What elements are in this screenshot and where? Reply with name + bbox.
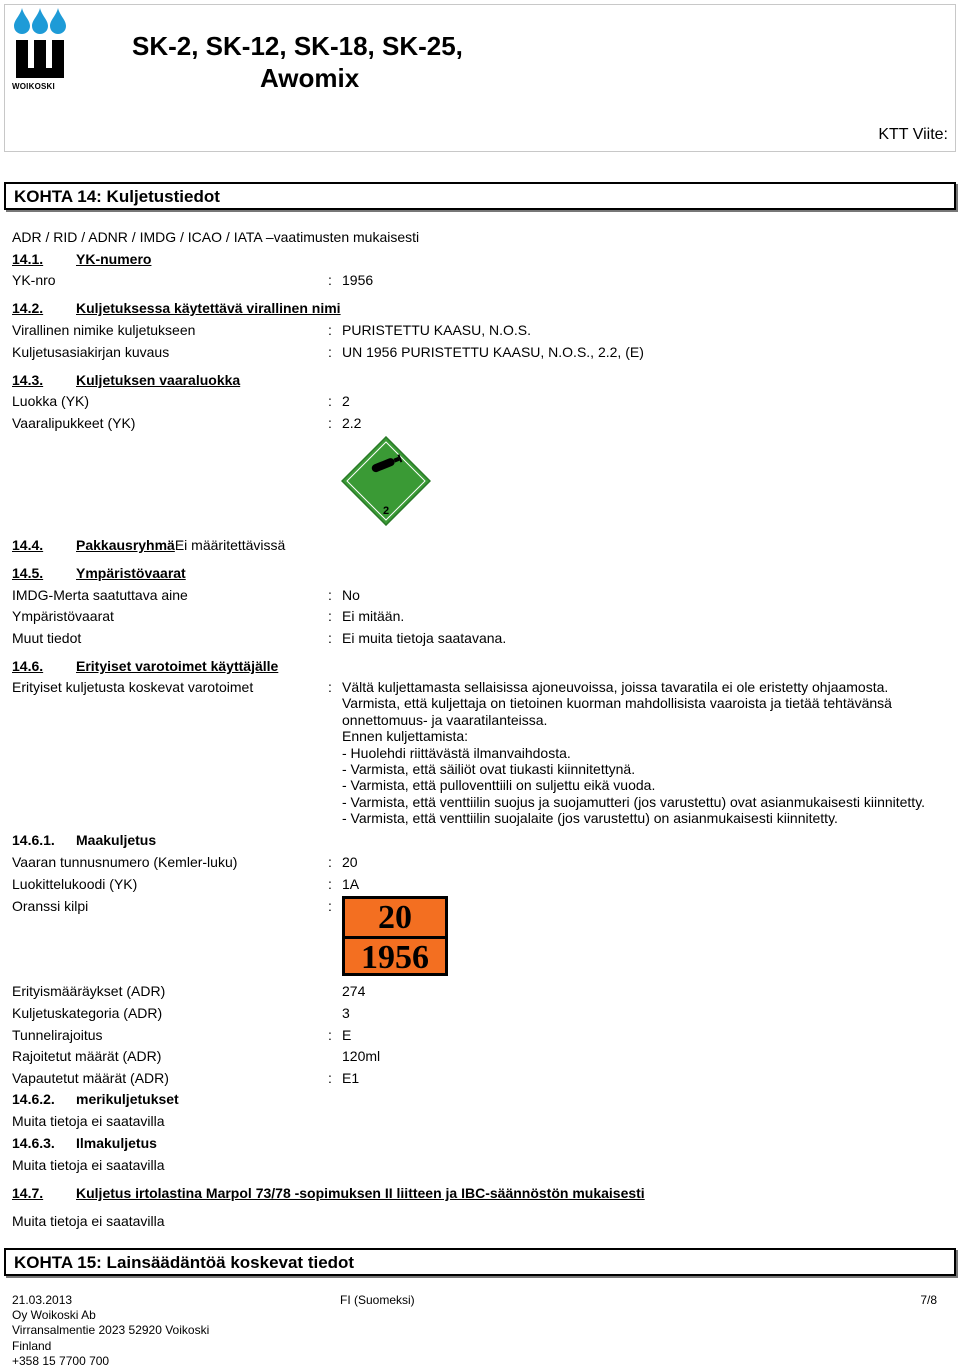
colon: : bbox=[328, 272, 332, 288]
precaution-line: - Huolehdi riittävästä ilmanvaihdosta. bbox=[342, 744, 571, 761]
s1461-heading: Maakuljetus bbox=[76, 832, 157, 848]
s144-value: Ei määritettävissä bbox=[174, 537, 286, 553]
imdg-label: IMDG-Merta saatuttava aine bbox=[12, 587, 188, 603]
imdg-value: No bbox=[342, 587, 360, 603]
s143-number: 14.3. bbox=[12, 372, 44, 388]
s1463-heading: Ilmakuljetus bbox=[76, 1135, 157, 1151]
section-15-bar bbox=[4, 1248, 956, 1276]
section-14-bar bbox=[4, 182, 956, 210]
category-label: Kuljetuskategoria (ADR) bbox=[12, 1005, 163, 1021]
limited-value: 120ml bbox=[342, 1048, 381, 1064]
special-label: Erityismääräykset (ADR) bbox=[12, 983, 166, 999]
footer-language: FI (Suomeksi) bbox=[340, 1293, 415, 1307]
orange-plate bbox=[342, 896, 448, 976]
colon: : bbox=[328, 322, 332, 338]
s1462-heading: merikuljetukset bbox=[76, 1091, 179, 1107]
excepted-label: Vapautetut määrät (ADR) bbox=[12, 1070, 169, 1086]
classcode-label: Luokittelukoodi (YK) bbox=[12, 876, 138, 892]
s146-heading: Erityiset varotoimet käyttäjälle bbox=[76, 658, 279, 674]
precautions-label: Erityiset kuljetusta koskevat varotoimet bbox=[12, 679, 254, 695]
env-label: Ympäristövaarat bbox=[12, 608, 114, 624]
yk-nro-value: 1956 bbox=[342, 272, 374, 288]
doc-description-label: Kuljetusasiakirjan kuvaus bbox=[12, 344, 170, 360]
hazard-labels-label: Vaaralipukkeet (YK) bbox=[12, 415, 136, 431]
s1463-number: 14.6.3. bbox=[12, 1135, 55, 1151]
precaution-line: - Varmista, että venttiilin suojalaite (jos varustettu) on asianmukaisesti kiinnitetty. bbox=[342, 810, 838, 827]
logo-text: WOIKOSKI bbox=[12, 82, 55, 91]
s141-heading: YK-numero bbox=[76, 251, 152, 267]
s142-number: 14.2. bbox=[12, 300, 44, 316]
footer-page-number: 7/8 bbox=[920, 1293, 937, 1307]
s1462-text: Muita tietoja ei saatavilla bbox=[12, 1113, 165, 1129]
env-value: Ei mitään. bbox=[342, 608, 405, 624]
s147-text: Muita tietoja ei saatavilla bbox=[12, 1213, 165, 1229]
s142-heading: Kuljetuksessa käytettävä virallinen nimi bbox=[76, 300, 341, 316]
other-value: Ei muita tietoja saatavana. bbox=[342, 630, 507, 646]
s143-heading: Kuljetuksen vaaraluokka bbox=[76, 372, 241, 388]
product-title-line2: Awomix bbox=[260, 63, 360, 93]
footer-date: 21.03.2013 bbox=[12, 1293, 73, 1307]
s141-number: 14.1. bbox=[12, 251, 44, 267]
colon: : bbox=[328, 630, 332, 646]
other-label: Muut tiedot bbox=[12, 630, 82, 646]
precaution-line: - Varmista, että pulloventtiili on suljettu eikä vuoda. bbox=[342, 777, 656, 794]
colon: : bbox=[328, 344, 332, 360]
orange-plate-un-number: 1956 bbox=[361, 939, 429, 976]
official-name-label: Virallinen nimike kuljetukseen bbox=[12, 322, 196, 338]
colon: : bbox=[328, 608, 332, 624]
colon: : bbox=[328, 587, 332, 603]
precaution-line: onnettomuus- ja vaaratilanteissa. bbox=[342, 711, 548, 728]
colon: : bbox=[328, 393, 332, 409]
colon: : bbox=[328, 1027, 332, 1043]
tunnel-label: Tunnelirajoitus bbox=[12, 1027, 103, 1043]
s145-number: 14.5. bbox=[12, 565, 44, 581]
doc-description-value: UN 1956 PURISTETTU KAASU, N.O.S., 2.2, (E) bbox=[342, 344, 644, 360]
classcode-value: 1A bbox=[342, 876, 360, 892]
tunnel-value: E bbox=[342, 1027, 352, 1043]
s1461-number: 14.6.1. bbox=[12, 832, 55, 848]
s147-number: 14.7. bbox=[12, 1185, 44, 1201]
footer-company: Oy Woikoski Ab bbox=[12, 1308, 96, 1323]
gas-cylinder-diamond-icon bbox=[341, 436, 431, 526]
section-14-title: KOHTA 14: Kuljetustiedot bbox=[14, 187, 220, 206]
official-name-value: PURISTETTU KAASU, N.O.S. bbox=[342, 322, 532, 338]
colon: : bbox=[328, 854, 332, 870]
special-value: 274 bbox=[342, 983, 366, 999]
kemler-label: Vaaran tunnusnumero (Kemler-luku) bbox=[12, 854, 238, 870]
product-title bbox=[132, 30, 463, 94]
s147-heading: Kuljetus irtolastina Marpol 73/78 -sopimuksen II liitteen ja IBC-säännöstön mukaisesti bbox=[76, 1185, 645, 1201]
footer-company-block bbox=[12, 1293, 209, 1369]
hazard-labels-value: 2.2 bbox=[342, 415, 362, 431]
colon: : bbox=[328, 1070, 332, 1086]
precautions-text bbox=[342, 679, 925, 827]
excepted-value: E1 bbox=[342, 1070, 360, 1086]
luokka-label: Luokka (YK) bbox=[12, 393, 90, 409]
category-value: 3 bbox=[342, 1005, 350, 1021]
s1462-number: 14.6.2. bbox=[12, 1091, 55, 1107]
intro-text: ADR / RID / ADNR / IMDG / ICAO / IATA –vaatimusten mukaisesti bbox=[12, 229, 420, 245]
s144-heading: Pakkausryhmä bbox=[76, 537, 175, 553]
footer-phone: +358 15 7700 700 bbox=[12, 1353, 110, 1368]
colon: : bbox=[328, 415, 332, 431]
footer-country: Finland bbox=[12, 1338, 52, 1353]
diamond-class-number: 2 bbox=[382, 505, 390, 517]
s144-line bbox=[76, 537, 285, 553]
s146-number: 14.6. bbox=[12, 658, 44, 674]
footer-address: Virransalmentie 2023 52920 Voikoski bbox=[12, 1323, 210, 1338]
precaution-line: Varmista, että kuljettaja on tietoinen kuorman mahdollisista vaaroista ja tietää tehtävänsä bbox=[342, 695, 892, 712]
precaution-line: - Varmista, että säiliöt ovat tiukasti kiinnitettynä. bbox=[342, 761, 636, 778]
orange-plate-label: Oranssi kilpi bbox=[12, 898, 89, 914]
precaution-line: Vältä kuljettamasta sellaisissa ajoneuvoissa, joissa tavaratila ei ole eristetty ohjaamosta. bbox=[342, 679, 889, 695]
luokka-value: 2 bbox=[342, 393, 350, 409]
s145-heading: Ympäristövaarat bbox=[76, 565, 186, 581]
colon: : bbox=[328, 898, 332, 914]
precaution-line: - Varmista, että venttiilin suojus ja suojamutteri (jos varustettu) ovat asianmukaisesti kiinnitetty. bbox=[342, 793, 926, 810]
kemler-value: 20 bbox=[342, 854, 358, 870]
yk-nro-label: YK-nro bbox=[12, 272, 56, 288]
colon: : bbox=[328, 679, 332, 695]
product-title-line1: SK-2, SK-12, SK-18, SK-25, bbox=[132, 31, 463, 61]
s1463-text: Muita tietoja ei saatavilla bbox=[12, 1157, 165, 1173]
section-15-title: KOHTA 15: Lainsäädäntöä koskevat tiedot bbox=[14, 1253, 355, 1272]
s144-number: 14.4. bbox=[12, 537, 44, 553]
ktt-reference: KTT Viite: bbox=[878, 126, 948, 143]
orange-plate-hazard-number: 20 bbox=[345, 899, 445, 939]
colon: : bbox=[328, 876, 332, 892]
precaution-line: Ennen kuljettamista: bbox=[342, 728, 469, 745]
limited-label: Rajoitetut määrät (ADR) bbox=[12, 1048, 162, 1064]
